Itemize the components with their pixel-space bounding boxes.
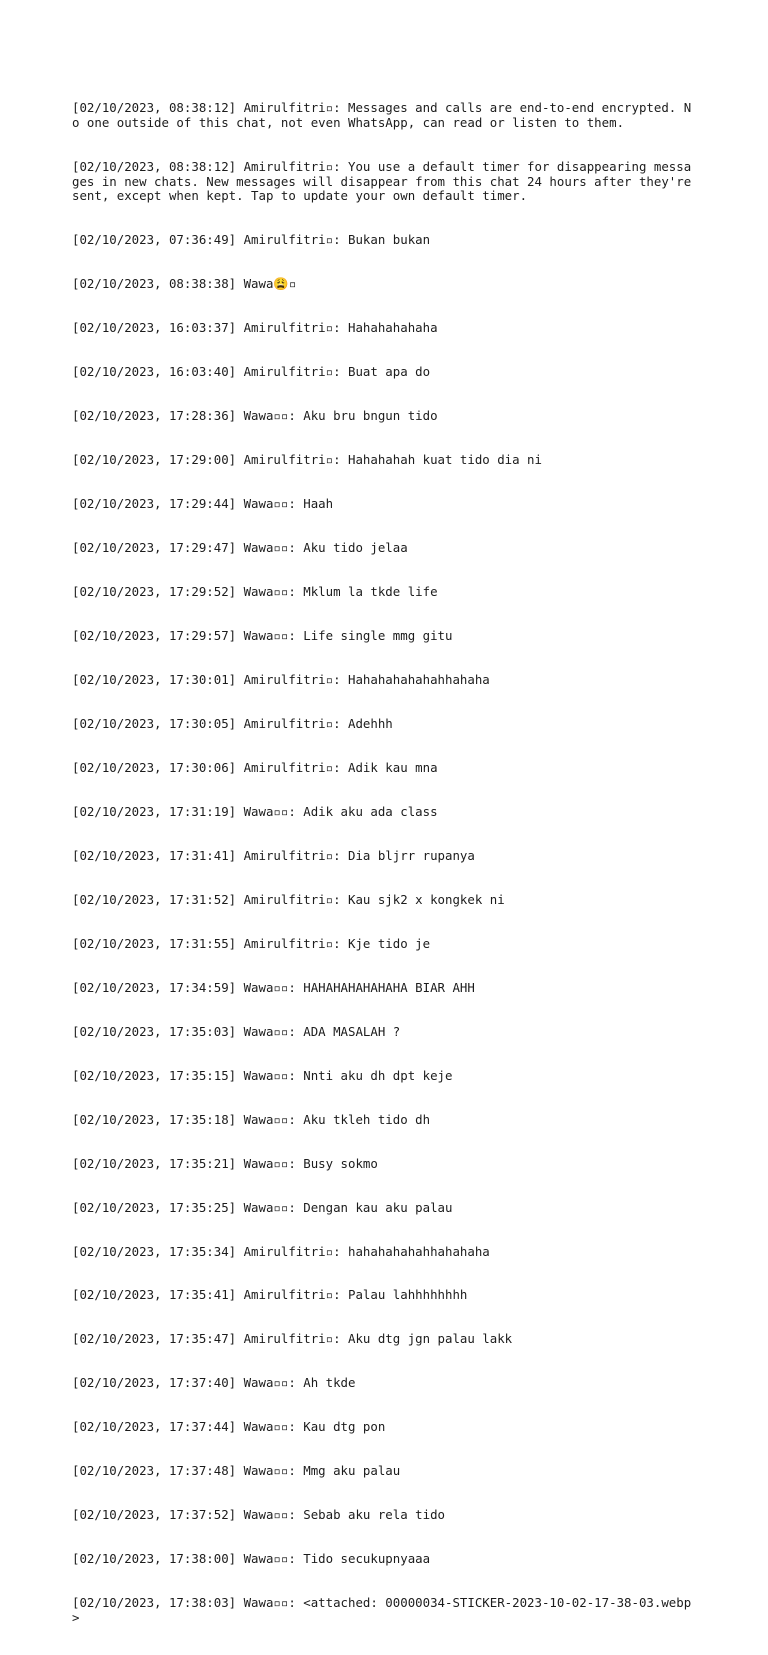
chat-line: [02/10/2023, 17:38:00] Wawa▫▫: Tido secukupnyaaa bbox=[72, 1551, 431, 1567]
chat-line: [02/10/2023, 16:03:40] Amirulfitri▫: Buat apa do bbox=[72, 364, 431, 380]
chat-line: [02/10/2023, 17:38:03] Wawa▫▫: <attached: 00000034-STICKER-2023-10-02-17-38-03.webp> bbox=[72, 1595, 692, 1625]
chat-line: [02/10/2023, 17:35:03] Wawa▫▫: ADA MASALAH ? bbox=[72, 1023, 401, 1039]
chat-line: [02/10/2023, 17:34:59] Wawa▫▫: HAHAHAHAHAHAHA BIAR AHH bbox=[72, 979, 475, 995]
chat-line: [02/10/2023, 17:31:41] Amirulfitri▫: Dia bljrr rupanya bbox=[72, 847, 475, 863]
chat-line: [02/10/2023, 17:35:25] Wawa▫▫: Dengan kau aku palau bbox=[72, 1199, 453, 1215]
chat-line: [02/10/2023, 17:29:00] Amirulfitri▫: Hahahahah kuat tido dia ni bbox=[72, 452, 542, 468]
chat-line: [02/10/2023, 17:31:19] Wawa▫▫: Adik aku ada class bbox=[72, 803, 438, 819]
chat-line: [02/10/2023, 17:30:01] Amirulfitri▫: Hahahahahahahhahaha bbox=[72, 671, 490, 687]
chat-line: [02/10/2023, 17:29:57] Wawa▫▫: Life single mmg gitu bbox=[72, 627, 453, 643]
chat-line: [02/10/2023, 17:30:06] Amirulfitri▫: Adik kau mna bbox=[72, 759, 438, 775]
chat-line: [02/10/2023, 17:35:47] Amirulfitri▫: Aku dtg jgn palau lakk bbox=[72, 1331, 513, 1347]
chat-line: [02/10/2023, 17:29:47] Wawa▫▫: Aku tido jelaa bbox=[72, 540, 408, 555]
chat-line: [02/10/2023, 17:35:34] Amirulfitri▫: hahahahahahhahahaha bbox=[72, 1243, 490, 1259]
chat-line: [02/10/2023, 17:35:41] Amirulfitri▫: Palau lahhhhhhhh bbox=[72, 1287, 468, 1303]
chat-line: [02/10/2023, 17:37:48] Wawa▫▫: Mmg aku palau bbox=[72, 1463, 401, 1479]
chat-line: [02/10/2023, 17:31:55] Amirulfitri▫: Kje tido je bbox=[72, 935, 431, 951]
chat-line: [02/10/2023, 07:36:49] Amirulfitri▫: Bukan bukan bbox=[72, 232, 431, 248]
chat-line: [02/10/2023, 17:30:05] Amirulfitri▫: Adehhh bbox=[72, 715, 393, 731]
chat-line: [02/10/2023, 08:38:38] Wawa😩▫ bbox=[72, 276, 297, 292]
chat-line: [02/10/2023, 17:37:52] Wawa▫▫: Sebab aku rela tido bbox=[72, 1507, 445, 1523]
chat-line: [02/10/2023, 17:35:18] Wawa▫▫: Aku tkleh tido dh bbox=[72, 1111, 431, 1127]
chat-line: [02/10/2023, 17:37:44] Wawa▫▫: Kau dtg pon bbox=[72, 1419, 386, 1435]
chat-line: [02/10/2023, 17:31:52] Amirulfitri▫: Kau sjk2 x kongkek ni bbox=[72, 891, 505, 907]
chat-line: [02/10/2023, 17:35:15] Wawa▫▫: Nnti aku dh dpt keje bbox=[72, 1067, 453, 1083]
chat-line: [02/10/2023, 08:38:12] Amirulfitri▫: Messages and calls are end-to-end encrypted. No one outside of this chat, not even WhatsApp, can read or listen to them. bbox=[72, 100, 692, 130]
chat-line: [02/10/2023, 17:35:21] Wawa▫▫: Busy sokmo bbox=[72, 1155, 378, 1171]
chat-line: [02/10/2023, 17:37:40] Wawa▫▫: Ah tkde bbox=[72, 1375, 356, 1391]
chat-transcript bbox=[72, 72, 699, 1655]
chat-line: [02/10/2023, 17:28:36] Wawa▫▫: Aku bru bngun tido bbox=[72, 408, 438, 424]
chat-line: [02/10/2023, 16:03:37] Amirulfitri▫: Hahahahahaha bbox=[72, 320, 438, 336]
chat-line: [02/10/2023, 08:38:12] Amirulfitri▫: You use a default timer for disappearing messages in new chats. New messages will disappear from this chat 24 hours after they're sent, except when kept. Tap to update your own default timer. bbox=[72, 158, 699, 204]
chat-line: [02/10/2023, 17:29:52] Wawa▫▫: Mklum la tkde life bbox=[72, 583, 438, 599]
chat-line: [02/10/2023, 17:29:44] Wawa▫▫: Haah bbox=[72, 496, 334, 512]
